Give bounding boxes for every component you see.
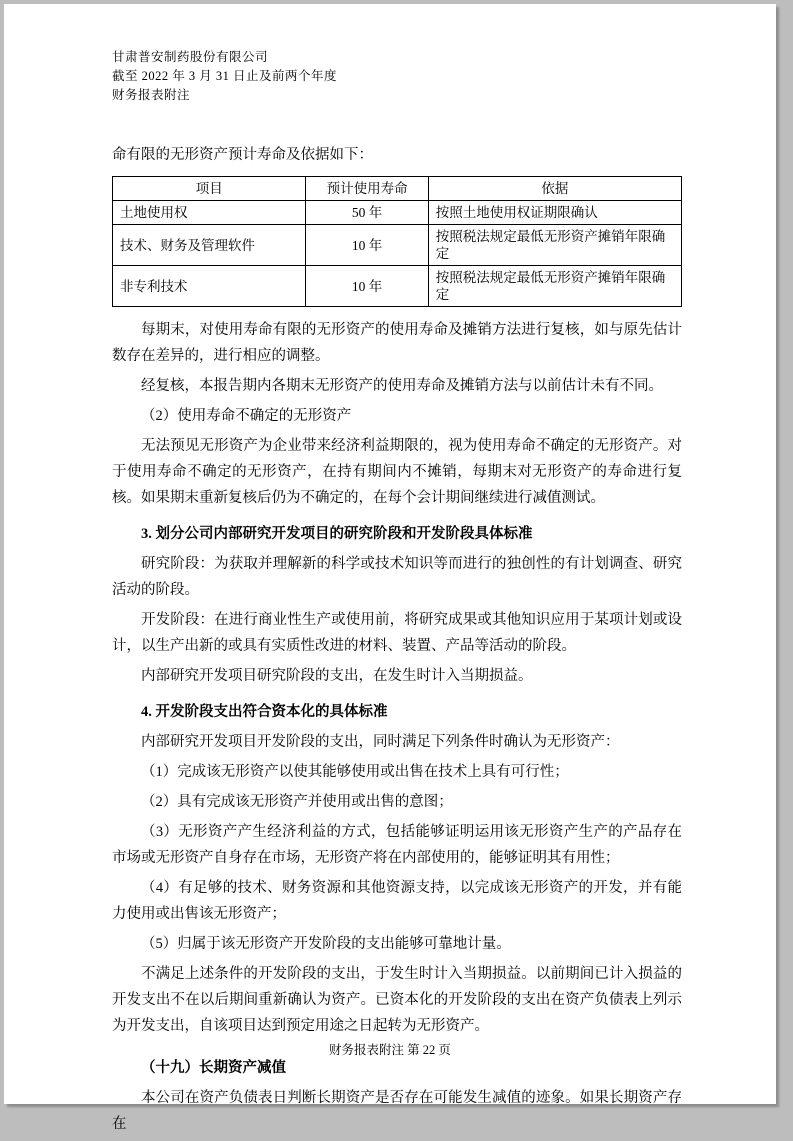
document-page [4,4,776,1132]
cell-life: 10 年 [306,225,428,266]
item-condition-5: （5）归属于该无形资产开发阶段的支出能够可靠地计量。 [141,936,511,952]
cell-basis: 按照税法规定最低无形资产摊销年限确定 [428,225,681,266]
col-header-item: 项目 [113,177,306,201]
heading-capitalization-standard: 4. 开发阶段支出符合资本化的具体标准 [141,704,388,720]
para-research-stage: 研究阶段：为获取并理解新的科学或技术知识等而进行的独创性的有计划调查、研究活动的阶段。 [112,556,682,598]
document-header [112,48,337,105]
cell-life: 10 年 [306,266,428,307]
para-research-expense: 内部研究开发项目研究阶段的支出，在发生时计入当期损益。 [141,668,533,684]
table-row [113,201,682,225]
para-development-stage: 开发阶段：在进行商业性生产或使用前，将研究成果或其他知识应用于某项计划或设计，以生产出新的或具有实质性改进的材料、装置、产品等活动的阶段。 [112,612,682,654]
para-impairment-intro: 本公司在资产负债表日判断长期资产是否存在可能发生减值的迹象。如果长期资产存在 [112,1090,682,1132]
para-review-result: 经复核，本报告期内各期末无形资产的使用寿命及摊销方法与以前估计未有不同。 [141,378,663,394]
heading-rd-stage-standard: 3. 划分公司内部研究开发项目的研究阶段和开发阶段具体标准 [141,526,533,542]
para-amortization-review: 每期末，对使用寿命有限的无形资产的使用寿命及摊销方法进行复核，如与原先估计数存在差异的，进行相应的调整。 [112,322,682,364]
item-condition-1: （1）完成该无形资产以使其能够使用或出售在技术上具有可行性； [141,764,569,780]
item-condition-4: （4）有足够的技术、财务资源和其他资源支持，以完成该无形资产的开发，并有能力使用或出售该无形资产； [112,880,682,922]
item-condition-2: （2）具有完成该无形资产并使用或出售的意图； [141,794,453,810]
col-header-estimated-life: 预计使用寿命 [306,177,428,201]
table-row [113,225,682,266]
para-capitalization-intro: 内部研究开发项目开发阶段的支出，同时满足下列条件时确认为无形资产： [141,734,620,750]
subheading-indefinite-life: （2）使用寿命不确定的无形资产 [141,408,352,424]
cell-item: 非专利技术 [113,266,306,307]
document-title: 财务报表附注 [112,88,191,102]
cell-basis: 按照土地使用权证期限确认 [428,201,681,225]
report-period: 截至 2022 年 3 月 31 日止及前两个年度 [112,69,338,83]
document-body [112,138,682,1141]
company-name: 甘肃普安制药股份有限公司 [112,50,269,64]
cell-basis: 按照税法规定最低无形资产摊销年限确定 [428,266,681,307]
col-header-basis: 依据 [428,177,681,201]
cell-life: 50 年 [306,201,428,225]
cell-item: 技术、财务及管理软件 [113,225,306,266]
item-condition-3: （3）无形资产产生经济利益的方式，包括能够证明运用该无形资产生产的产品存在市场或无形资产自身存在市场，无形资产将在内部使用的，能够证明其有用性； [112,824,682,866]
heading-long-term-impairment: （十九）长期资产减值 [141,1060,286,1076]
intro-line: 命有限的无形资产预计寿命及依据如下： [112,147,373,163]
table-row [113,266,682,307]
cell-item: 土地使用权 [113,201,306,225]
intangible-assets-life-table [112,176,682,307]
table-header-row [113,177,682,201]
para-non-qualifying-expense: 不满足上述条件的开发阶段的支出，于发生时计入当期损益。以前期间已计入损益的开发支出不在以后期间重新确认为资产。已资本化的开发阶段的支出在资产负债表上列示为开发支出，自该项目达到预定用途之日起转为无形资产。 [112,966,682,1034]
para-indefinite-life-desc: 无法预见无形资产为企业带来经济利益期限的，视为使用寿命不确定的无形资产。对于使用寿命不确定的无形资产，在持有期间内不摊销，每期末对无形资产的寿命进行复核。如果期末重新复核后仍为不确定的，在每个会计期间继续进行减值测试。 [112,438,682,506]
page-footer: 财务报表附注 第 22 页 [329,1043,451,1057]
